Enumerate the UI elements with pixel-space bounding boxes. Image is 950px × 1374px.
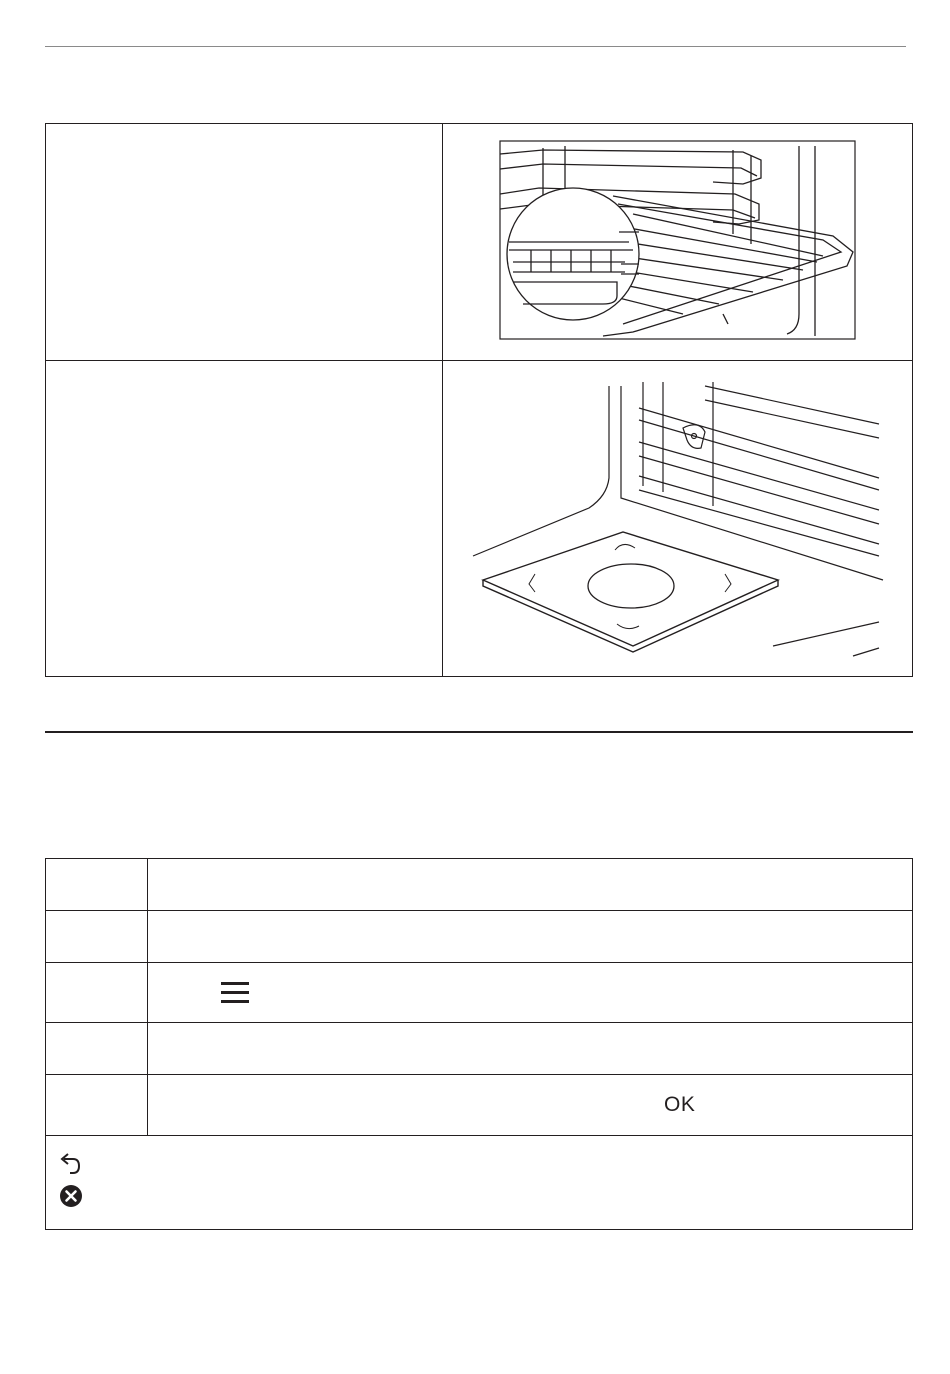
ok-key-label: OK <box>664 1093 696 1116</box>
oven-sensor-plate-illustration <box>443 360 912 676</box>
step-number-cell <box>46 963 148 1022</box>
menu-icon <box>221 980 249 1004</box>
step-number-cell <box>46 911 148 962</box>
illustration-image-cell <box>443 360 912 676</box>
back-arrow-icon <box>59 1153 81 1177</box>
illustration-text-cell <box>46 360 443 676</box>
table-row <box>46 911 912 963</box>
table-row <box>46 1075 912 1136</box>
section-rule <box>45 731 913 733</box>
cancel-circle-x-icon <box>59 1184 83 1208</box>
table-row <box>46 859 912 911</box>
step-text-cell <box>148 963 912 1022</box>
steps-table <box>45 858 913 1230</box>
illustration-image-cell <box>443 124 912 360</box>
illustration-row <box>46 124 912 361</box>
step-number-cell <box>46 1075 148 1135</box>
step-text-cell <box>148 1075 912 1135</box>
step-text-cell <box>148 1023 912 1074</box>
table-row <box>46 1023 912 1075</box>
table-row <box>46 963 912 1023</box>
step-number-cell <box>46 1023 148 1074</box>
header-rule <box>45 46 906 47</box>
illustration-table <box>45 123 913 677</box>
step-text-cell <box>148 911 912 962</box>
shelf-insertion-illustration <box>443 124 912 360</box>
step-number-cell <box>46 859 148 910</box>
icon-legend <box>46 1136 912 1229</box>
illustration-text-cell <box>46 124 443 360</box>
step-text-cell <box>148 859 912 910</box>
illustration-row <box>46 360 912 676</box>
